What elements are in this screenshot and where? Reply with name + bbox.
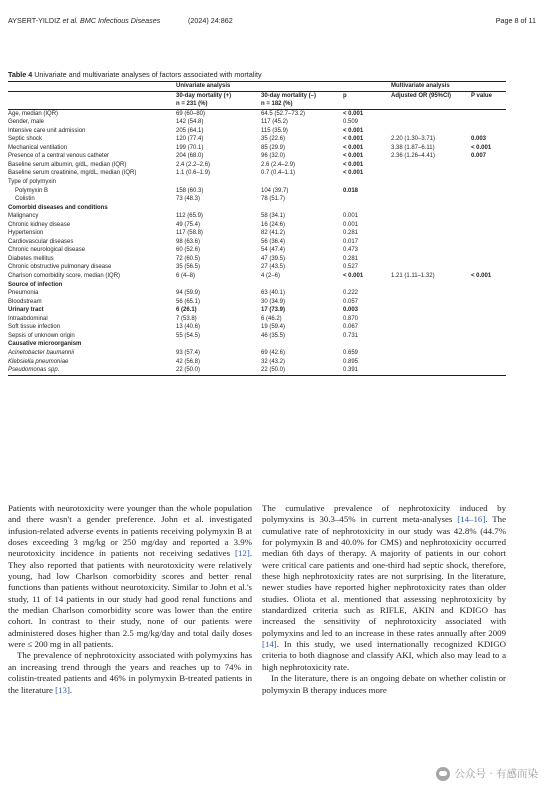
cell-mortality-minus: 4 (2–6) — [261, 273, 281, 280]
citation-link[interactable]: [13] — [55, 684, 70, 695]
header-citation: (2024) 24:862 — [188, 16, 233, 25]
cell-mortality-minus: 0.7 (0.4–1.1) — [261, 170, 296, 177]
cell-p-value: < 0.001 — [471, 144, 492, 151]
cell-mortality-minus: 82 (41.2) — [261, 230, 286, 237]
cell-adjusted-or — [391, 255, 471, 264]
cell-p-value — [471, 195, 506, 204]
cell-adjusted-or — [391, 118, 471, 127]
cell-p-value — [471, 169, 506, 178]
cell-mortality-minus: 69 (42.6) — [261, 349, 286, 356]
cell-adjusted-or — [391, 263, 471, 272]
cell-mortality-minus: 85 (29.9) — [261, 144, 286, 151]
cell-p: 0.018 — [343, 187, 359, 194]
cell-mortality-plus: 49 (75.4) — [176, 221, 201, 228]
cell-mortality-plus — [176, 178, 261, 187]
cell-mortality-plus: 6 (4–8) — [176, 273, 196, 280]
cell-adjusted-or — [391, 289, 471, 298]
row-label: Acinetobacter baumannii — [8, 349, 75, 356]
row-label: Presence of a central venous catheter — [8, 153, 110, 160]
cell-mortality-minus: 30 (34.9) — [261, 298, 286, 305]
cell-mortality-minus: 22 (50.0) — [261, 367, 286, 374]
table-row — [8, 118, 506, 127]
section-heading-row — [8, 281, 506, 290]
table-row — [8, 255, 506, 264]
row-label: Pseudomonas spp. — [8, 367, 60, 374]
cell-p: 0.509 — [343, 119, 359, 126]
cell-p-value — [471, 366, 506, 375]
cell-mortality-minus: 58 (34.1) — [261, 213, 286, 220]
cell-mortality-minus: 32 (43.2) — [261, 358, 286, 365]
header-n-plus: n = 231 (%) — [176, 100, 261, 109]
table-row — [8, 349, 506, 358]
cell-p: 0.001 — [343, 213, 359, 220]
row-label: Type of polymyxin — [8, 179, 57, 186]
cell-adjusted-or — [391, 161, 471, 170]
cell-adjusted-or: 3.38 (1.87–6.11) — [391, 144, 435, 151]
table-row — [8, 161, 506, 170]
cell-mortality-plus: 117 (58.8) — [176, 230, 203, 237]
row-label: Malignancy — [8, 213, 39, 220]
row-label: Chronic neurological disease — [8, 247, 86, 254]
cell-mortality-minus: 6 (46.2) — [261, 315, 282, 322]
cell-p: 0.527 — [343, 264, 359, 271]
cell-p: 0.017 — [343, 238, 359, 245]
cell-p-value — [471, 212, 506, 221]
cell-adjusted-or — [391, 358, 471, 367]
cell-p-value — [471, 118, 506, 127]
cell-p: 0.001 — [343, 221, 359, 228]
cell-p: 0.281 — [343, 230, 359, 237]
header-multivariate: Multivariate analysis — [391, 83, 450, 89]
row-label: Soft tissue infection — [8, 324, 61, 331]
cell-p: < 0.001 — [343, 153, 364, 160]
cell-mortality-plus: 93 (57.4) — [176, 349, 201, 356]
body-column-right — [262, 503, 506, 696]
cell-adjusted-or — [391, 366, 471, 375]
cell-mortality-plus: 56 (65.1) — [176, 298, 201, 305]
cell-adjusted-or — [391, 332, 471, 341]
cell-p-value — [471, 298, 506, 307]
cell-p: < 0.001 — [343, 161, 364, 168]
table-row — [8, 195, 506, 204]
table-caption: Table 4 Univariate and multivariate analyses of factors associated with mortality — [8, 70, 262, 79]
results-table — [8, 82, 506, 375]
cell-p-value — [471, 246, 506, 255]
cell-mortality-minus: 56 (36.4) — [261, 238, 286, 245]
row-label: Hypertension — [8, 230, 44, 237]
row-label: Klebsiella pneumoniae — [8, 358, 69, 365]
cell-p-value — [471, 323, 506, 332]
watermark — [436, 766, 538, 781]
cell-p: 0.281 — [343, 255, 359, 262]
table-row — [8, 187, 506, 196]
citation-link[interactable]: [14] — [262, 639, 277, 650]
cell-mortality-plus: 112 (65.9) — [176, 213, 203, 220]
cell-p: 0.870 — [343, 315, 359, 322]
cell-p: < 0.001 — [343, 110, 364, 117]
cell-mortality-plus: 98 (63.6) — [176, 238, 201, 245]
cell-adjusted-or — [391, 212, 471, 221]
cell-mortality-plus: 69 (60–80) — [176, 110, 206, 117]
cell-p: 0.057 — [343, 298, 359, 305]
table-row — [8, 246, 506, 255]
cell-adjusted-or — [391, 298, 471, 307]
table-row — [8, 366, 506, 375]
cell-p-value — [471, 255, 506, 264]
cell-mortality-plus: 142 (54.8) — [176, 119, 204, 126]
cell-mortality-minus: 104 (39.7) — [261, 187, 289, 194]
citation-link[interactable]: [12] — [235, 548, 250, 559]
row-label: Diabetes mellitus — [8, 255, 54, 262]
cell-mortality-minus: 96 (32.0) — [261, 153, 286, 160]
cell-mortality-minus: 63 (40.1) — [261, 290, 286, 297]
cell-p: < 0.001 — [343, 170, 364, 177]
cell-p-value — [471, 109, 506, 118]
cell-mortality-plus: 13 (40.6) — [176, 324, 201, 331]
watermark-text: 公众号 · 有感而染 — [454, 768, 538, 780]
cell-mortality-minus: 78 (51.7) — [261, 196, 286, 203]
cell-p-value — [471, 315, 506, 324]
table-row — [8, 152, 506, 161]
table-row — [8, 272, 506, 281]
row-label: Gender, male — [8, 119, 45, 126]
header-n-minus: n = 182 (%) — [261, 100, 343, 109]
citation-link[interactable]: [14–16] — [457, 514, 486, 525]
cell-p-value — [471, 358, 506, 367]
cell-mortality-plus: 35 (56.5) — [176, 264, 201, 271]
cell-mortality-minus: 46 (35.5) — [261, 332, 286, 339]
cell-mortality-plus: 55 (54.5) — [176, 332, 201, 339]
wechat-icon — [436, 767, 450, 781]
cell-mortality-minus: 16 (24.6) — [261, 221, 286, 228]
cell-mortality-minus: 27 (43.5) — [261, 264, 286, 271]
cell-mortality-minus: 35 (22.6) — [261, 136, 286, 143]
row-label: Age, median (IQR) — [8, 110, 59, 117]
cell-mortality-plus: 72 (60.5) — [176, 255, 201, 262]
row-label: Colistin — [15, 196, 35, 203]
header-page-number: Page 8 of 11 — [495, 16, 536, 25]
table-row — [8, 212, 506, 221]
cell-mortality-plus: 1.1 (0.6–1.9) — [176, 170, 211, 177]
cell-adjusted-or — [391, 229, 471, 238]
cell-adjusted-or — [391, 127, 471, 136]
cell-p: 0.659 — [343, 349, 359, 356]
table-row — [8, 298, 506, 307]
cell-adjusted-or: 2.36 (1.26–4.41) — [391, 153, 436, 160]
cell-p: 0.003 — [343, 307, 359, 314]
header-univariate: Univariate analysis — [176, 83, 231, 89]
cell-adjusted-or — [391, 238, 471, 247]
cell-adjusted-or — [391, 169, 471, 178]
table-body — [8, 109, 506, 374]
row-label: Chronic obstructive pulmonary disease — [8, 264, 112, 271]
header-p-value: P value — [471, 91, 506, 100]
cell-adjusted-or — [391, 178, 471, 187]
cell-p-value: 0.003 — [471, 136, 487, 143]
cell-p: < 0.001 — [343, 136, 364, 143]
cell-mortality-minus: 54 (47.4) — [261, 247, 286, 254]
cell-adjusted-or — [391, 349, 471, 358]
cell-mortality-plus: 60 (52.6) — [176, 247, 201, 254]
cell-mortality-minus: 117 (45.2) — [261, 119, 288, 126]
cell-p-value — [471, 127, 506, 136]
cell-p-value — [471, 178, 506, 187]
cell-mortality-minus: 19 (59.4) — [261, 324, 286, 331]
body-column-left — [8, 503, 252, 696]
running-header — [8, 16, 538, 28]
row-label: Intraabdominal — [8, 315, 48, 322]
row-label: Pneumonia — [8, 290, 39, 297]
cell-p-value — [471, 332, 506, 341]
cell-p-value — [471, 306, 506, 315]
table-4 — [8, 70, 506, 376]
table-row — [8, 332, 506, 341]
table-row — [8, 323, 506, 332]
cell-adjusted-or: 2.20 (1.30–3.71) — [391, 136, 436, 143]
cell-p — [343, 195, 391, 204]
table-row — [8, 221, 506, 230]
row-label: Bloodstream — [8, 298, 42, 305]
cell-mortality-plus: 158 (60.3) — [176, 187, 204, 194]
cell-mortality-plus: 94 (59.9) — [176, 290, 201, 297]
cell-mortality-minus: 115 (35.9) — [261, 127, 288, 134]
row-label: Chronic kidney disease — [8, 221, 71, 228]
cell-p: < 0.001 — [343, 144, 364, 151]
table-row — [8, 169, 506, 178]
cell-adjusted-or — [391, 315, 471, 324]
cell-adjusted-or — [391, 323, 471, 332]
row-label: Baseline serum albumin, g/dL, median (IQR) — [8, 161, 127, 168]
cell-mortality-plus: 42 (56.8) — [176, 358, 201, 365]
cell-p-value — [471, 161, 506, 170]
cell-p-value — [471, 289, 506, 298]
table-row — [8, 109, 506, 118]
cell-p: 0.391 — [343, 367, 359, 374]
table-row — [8, 289, 506, 298]
row-label: Urinary tract — [8, 307, 44, 314]
paragraph: The cumulative prevalence of nephrotoxicity induced by polymyxins is 30.3–45% in current meta-analyses [14–16]. The cumulative rate of nephrotoxicity in our study was 42.8% (44.7% for polymyxin B and 40.0% for CMS) and nephrotoxicity occurred median 6th days of therapy. A majority of patients in our cohort were critical care patients and one-third had septic shock, therefore, these high nephrotoxicity rates are not surprising. In the literature, newer studies have reported higher nephrotoxicity rates than older studies. Oliota et al. mentioned that assessing nephrotoxicity by standardized criteria such as RIFLE, AKIN and KDIGO has increased the sensitivity of nephrotoxicity associated with polymyxins and led to an increase in these rates annually after 2009 [14]. In this study, we used internationally recognized KDIGO criteria to both diagnose and classify AKI, which also may lead to a high nephrotoxicity rate. — [262, 503, 506, 672]
cell-p-value — [471, 187, 506, 196]
cell-p: < 0.001 — [343, 127, 364, 134]
cell-p-value — [471, 229, 506, 238]
cell-adjusted-or — [391, 195, 471, 204]
section-heading-row — [8, 204, 506, 213]
cell-mortality-minus: 2.6 (2.4–2.9) — [261, 161, 296, 168]
table-row — [8, 127, 506, 136]
cell-p — [343, 178, 391, 187]
cell-p-value — [471, 349, 506, 358]
header-adjusted-or: Adjusted OR (95%CI) — [391, 91, 471, 100]
cell-p-value — [471, 221, 506, 230]
row-label: Sepsis of unknown origin — [8, 332, 75, 339]
cell-adjusted-or — [391, 187, 471, 196]
cell-p: 0.222 — [343, 290, 359, 297]
cell-p-value: < 0.001 — [471, 273, 492, 280]
cell-adjusted-or — [391, 221, 471, 230]
cell-p-value — [471, 238, 506, 247]
row-label: Charlson comorbidity score, median (IQR) — [8, 273, 121, 280]
cell-mortality-plus: 6 (26.1) — [176, 307, 197, 314]
header-authors: AYSERT-YILDIZ et al. BMC Infectious Diseases — [8, 16, 161, 25]
cell-mortality-minus — [261, 178, 343, 187]
cell-mortality-plus: 7 (53.8) — [176, 315, 197, 322]
paragraph: Patients with neurotoxicity were younger than the whole population and there wasn't a gender preference. John et al. investigated infusion-related adverse events in patients receiving polymyxin B at doses exceeding 3 mg/kg or 250 mg/day and reported a 3.9% neurotoxicity incidence in patients not receiving sedatives [12]. They also reported that patients with neurotoxicity were relatively young, had low Charlson comorbidity scores and better renal functions than patients without neurotoxicity. Similar to John et al.'s study, 11 of 14 patients in our study had good renal functions and the median Charlson comorbidity score was lower than the entire cohort. In contrast to their study, none of our patients were administered doses higher than 2.5 mg/kg/day and total daily doses were ≤ 200 mg in all patients. — [8, 503, 252, 650]
header-mortality-minus: 30-day mortality (–) — [261, 91, 343, 100]
section-heading: Source of infection — [8, 281, 63, 288]
table-row — [8, 178, 506, 187]
cell-mortality-plus: 199 (70.1) — [176, 144, 204, 151]
row-label: Mechanical ventilation — [8, 144, 68, 151]
row-label: Cardiovascular diseases — [8, 238, 74, 245]
cell-mortality-plus: 204 (68.0) — [176, 153, 204, 160]
table-row — [8, 144, 506, 153]
table-row — [8, 229, 506, 238]
header-mortality-plus: 30-day mortality (+) — [176, 91, 261, 100]
row-label: Baseline serum creatinine, mg/dL, median (IQR) — [8, 170, 137, 177]
table-row — [8, 238, 506, 247]
cell-p: 0.895 — [343, 358, 359, 365]
row-label: Intensive care unit admission — [8, 127, 86, 134]
section-heading: Causative microorganism — [8, 341, 82, 348]
cell-mortality-minus: 17 (73.9) — [261, 307, 286, 314]
header-p: p — [343, 91, 391, 100]
table-row — [8, 306, 506, 315]
cell-mortality-minus: 47 (39.5) — [261, 255, 286, 262]
table-row — [8, 315, 506, 324]
paragraph: The prevalence of nephrotoxicity associated with polymyxins has an increasing trend through the years and reaches up to 74% in colistin-treated patients and 46% in polymyxin B-treated patients in the literature [13]. — [8, 650, 252, 695]
cell-p-value: 0.007 — [471, 153, 487, 160]
row-label: Septic shock — [8, 136, 43, 143]
table-row — [8, 263, 506, 272]
cell-mortality-plus: 22 (50.0) — [176, 367, 201, 374]
cell-p-value — [471, 263, 506, 272]
cell-mortality-plus: 2.4 (2.2–2.6) — [176, 161, 211, 168]
cell-adjusted-or: 1.21 (1.11–1.32) — [391, 273, 435, 280]
section-heading-row — [8, 340, 506, 349]
section-heading: Comorbid diseases and conditions — [8, 204, 108, 211]
cell-adjusted-or — [391, 306, 471, 315]
cell-mortality-minus: 64.5 (52.7–73.2) — [261, 110, 306, 117]
table-row — [8, 135, 506, 144]
paragraph: In the literature, there is an ongoing debate on whether colistin or polymyxin B therapy induces more — [262, 673, 506, 695]
cell-adjusted-or — [391, 109, 471, 118]
cell-mortality-plus: 73 (48.3) — [176, 196, 201, 203]
cell-adjusted-or — [391, 246, 471, 255]
cell-p: 0.731 — [343, 332, 359, 339]
cell-mortality-plus: 120 (77.4) — [176, 136, 204, 143]
cell-mortality-plus: 205 (64.1) — [176, 127, 204, 134]
row-label: Polymyxin B — [15, 187, 49, 194]
table-row — [8, 358, 506, 367]
cell-p: 0.067 — [343, 324, 359, 331]
cell-p: 0.473 — [343, 247, 359, 254]
cell-p: < 0.001 — [343, 273, 364, 280]
